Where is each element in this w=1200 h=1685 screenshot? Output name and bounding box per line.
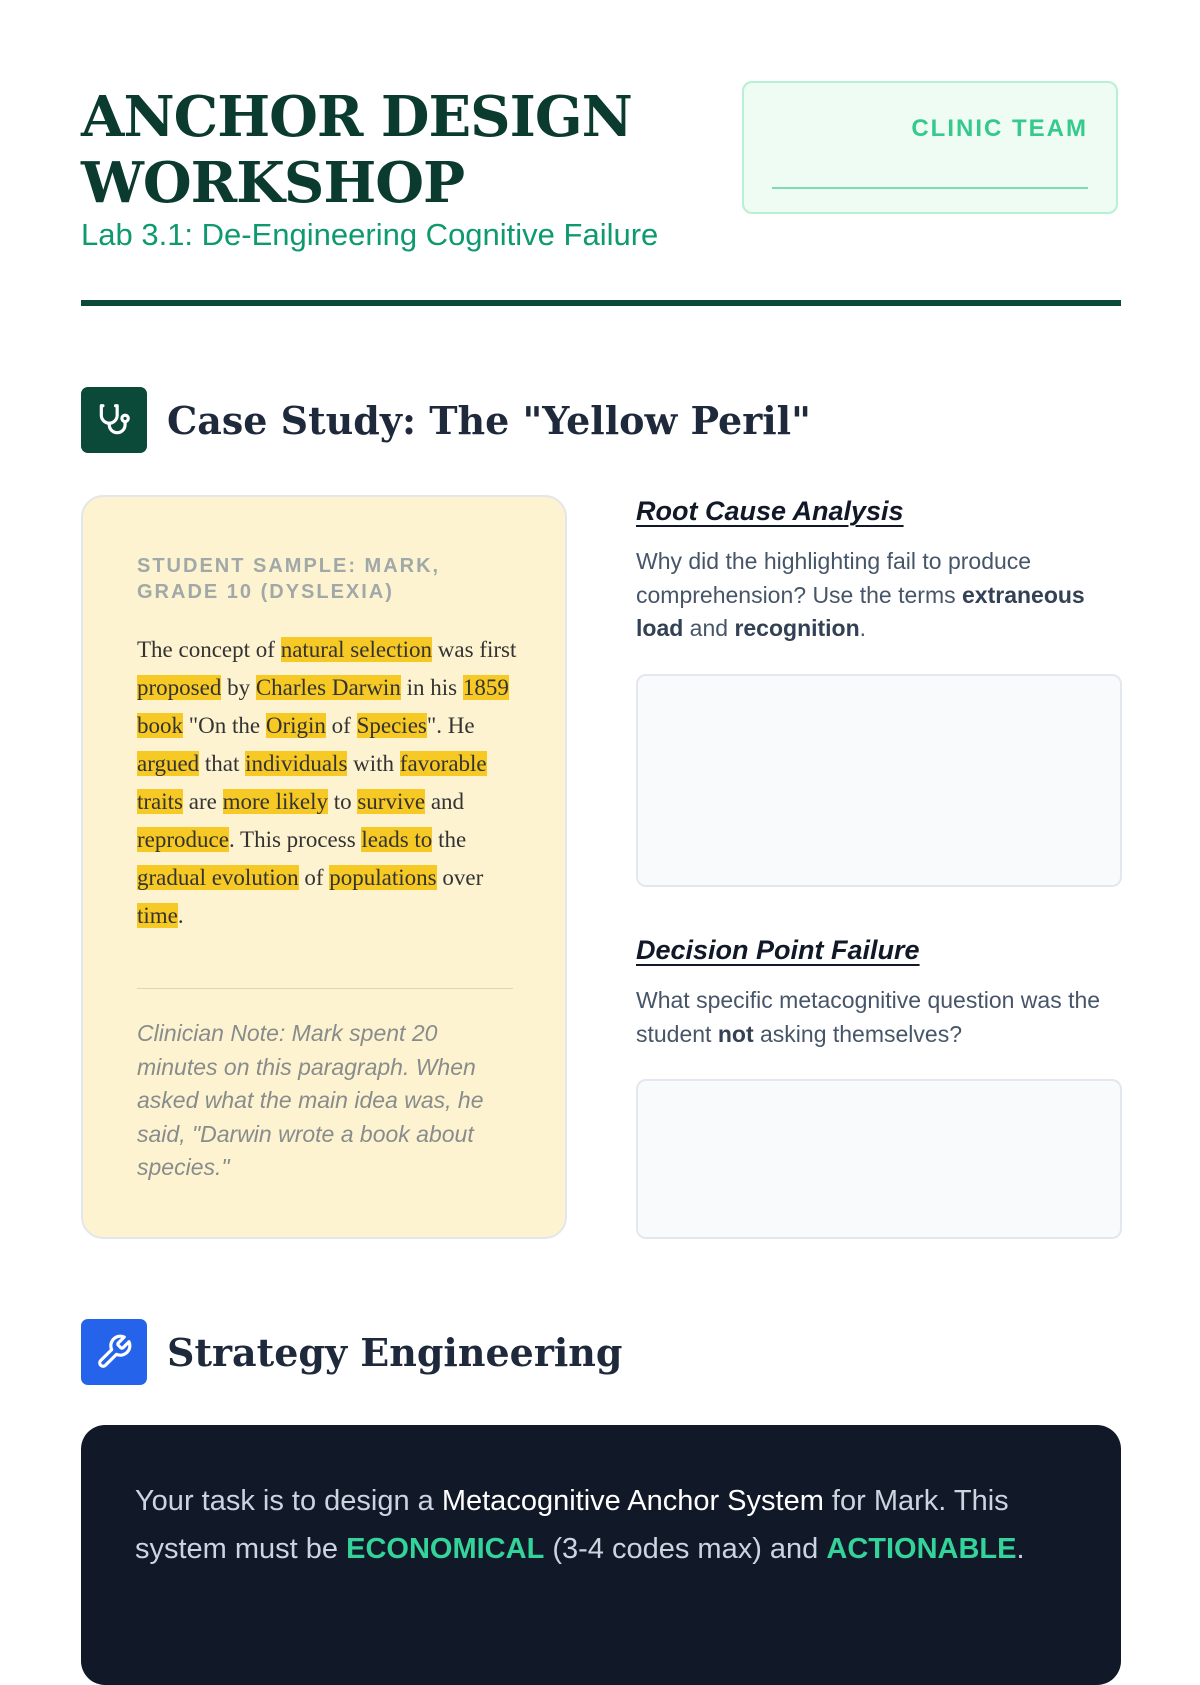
sample-text-run: to — [327, 789, 358, 814]
highlighted-phrase: Origin — [265, 713, 326, 738]
sample-text-run: The concept of — [137, 637, 281, 662]
task-keyword-actionable: ACTIONABLE — [826, 1533, 1017, 1565]
highlighted-phrase: favorable traits — [137, 751, 487, 814]
highlighted-phrase: natural selection — [280, 637, 433, 662]
page-title: ANCHOR DESIGN WORKSHOP — [81, 84, 632, 216]
term-not: not — [717, 1020, 754, 1047]
root-cause-title: Root Cause Analysis — [636, 496, 904, 526]
case-study-title: Case Study: The "Yellow Peril" — [167, 397, 811, 443]
strategy-heading — [81, 1319, 622, 1385]
task-emphasis: Metacognitive Anchor System — [441, 1485, 824, 1517]
clinician-note: Clinician Note: Mark spent 20 minutes on this paragraph. When asked what the main idea was, he said, "Darwin wrote a book about species." — [137, 1020, 484, 1180]
sample-paragraph — [137, 631, 517, 935]
highlighted-phrase: proposed — [137, 675, 222, 700]
sample-text-run: the — [432, 827, 467, 852]
prompt-text: Why did the highlighting fail to produce comprehension? Use the terms — [636, 548, 1032, 608]
strategy-title: Strategy Engineering — [167, 1329, 623, 1375]
term-extraneous-load: extraneous load — [636, 581, 1085, 641]
term-recognition: recognition — [734, 615, 860, 641]
highlighted-phrase: more likely — [222, 789, 328, 814]
worksheet-header — [81, 84, 1121, 304]
page-subtitle: Lab 3.1: De-Engineering Cognitive Failure — [81, 217, 659, 252]
strategy-task-text — [135, 1477, 1055, 1573]
task-text: . — [1016, 1533, 1025, 1565]
decision-point-title: Decision Point Failure — [636, 935, 920, 965]
sample-label: STUDENT SAMPLE: MARK, GRADE 10 (DYSLEXIA) — [137, 555, 441, 603]
wrench-icon — [81, 1319, 147, 1385]
sample-text-run: in his — [400, 675, 463, 700]
highlighted-phrase: reproduce — [137, 827, 229, 852]
highlighted-phrase: time — [137, 903, 178, 928]
sample-text-run: by — [221, 675, 256, 700]
header-divider — [81, 300, 1121, 306]
sample-text-run: of — [325, 713, 357, 738]
case-study-heading — [81, 387, 811, 453]
highlighted-phrase: Species — [356, 713, 427, 738]
prompt-text: . — [859, 615, 867, 641]
prompt-text: asking themselves? — [753, 1020, 962, 1047]
clinic-team-name-line[interactable] — [772, 187, 1088, 189]
sample-text-run: . This process — [228, 827, 362, 852]
task-text: (3-4 codes max) and — [544, 1533, 827, 1565]
prompt-text: and — [683, 615, 735, 641]
highlighted-phrase: Charles Darwin — [255, 675, 401, 700]
task-text: for Mark. This system must be — [135, 1485, 1009, 1565]
sample-text-run: and — [425, 789, 465, 814]
highlighted-phrase: gradual evolution — [137, 865, 299, 890]
sample-text-run: with — [347, 751, 400, 776]
sample-text-run: . — [177, 903, 184, 928]
highlighted-phrase: leads to — [361, 827, 433, 852]
highlighted-phrase: argued — [137, 751, 200, 776]
prompt-text: What specific metacognitive question was the student — [636, 987, 1101, 1047]
root-cause-prompt — [636, 545, 1122, 646]
task-keyword-economical: ECONOMICAL — [346, 1533, 545, 1565]
sample-text-run: over — [436, 865, 484, 890]
sample-text-run: ". He — [426, 713, 475, 738]
sample-text-run: are — [183, 789, 223, 814]
sample-text-run: of — [298, 865, 330, 890]
decision-point-answer-box[interactable] — [636, 1079, 1122, 1239]
decision-point-prompt — [636, 984, 1122, 1051]
strategy-task-box — [81, 1425, 1121, 1685]
student-sample-card — [81, 495, 567, 1239]
stethoscope-icon — [81, 387, 147, 453]
sample-text-run: "On the — [183, 713, 266, 738]
clinic-team-label: CLINIC TEAM — [911, 115, 1088, 142]
clinic-team-box — [742, 81, 1118, 214]
sample-text-run: that — [199, 751, 246, 776]
sample-text-run: was first — [432, 637, 517, 662]
root-cause-answer-box[interactable] — [636, 674, 1122, 887]
root-cause-question — [636, 496, 1122, 646]
highlighted-phrase: individuals — [245, 751, 348, 776]
highlighted-phrase: 1859 book — [137, 675, 509, 738]
highlighted-phrase: survive — [357, 789, 426, 814]
highlighted-phrase: populations — [329, 865, 437, 890]
sample-divider — [137, 988, 513, 989]
decision-point-question — [636, 935, 1122, 1051]
task-text: Your task is to design a — [135, 1485, 442, 1517]
